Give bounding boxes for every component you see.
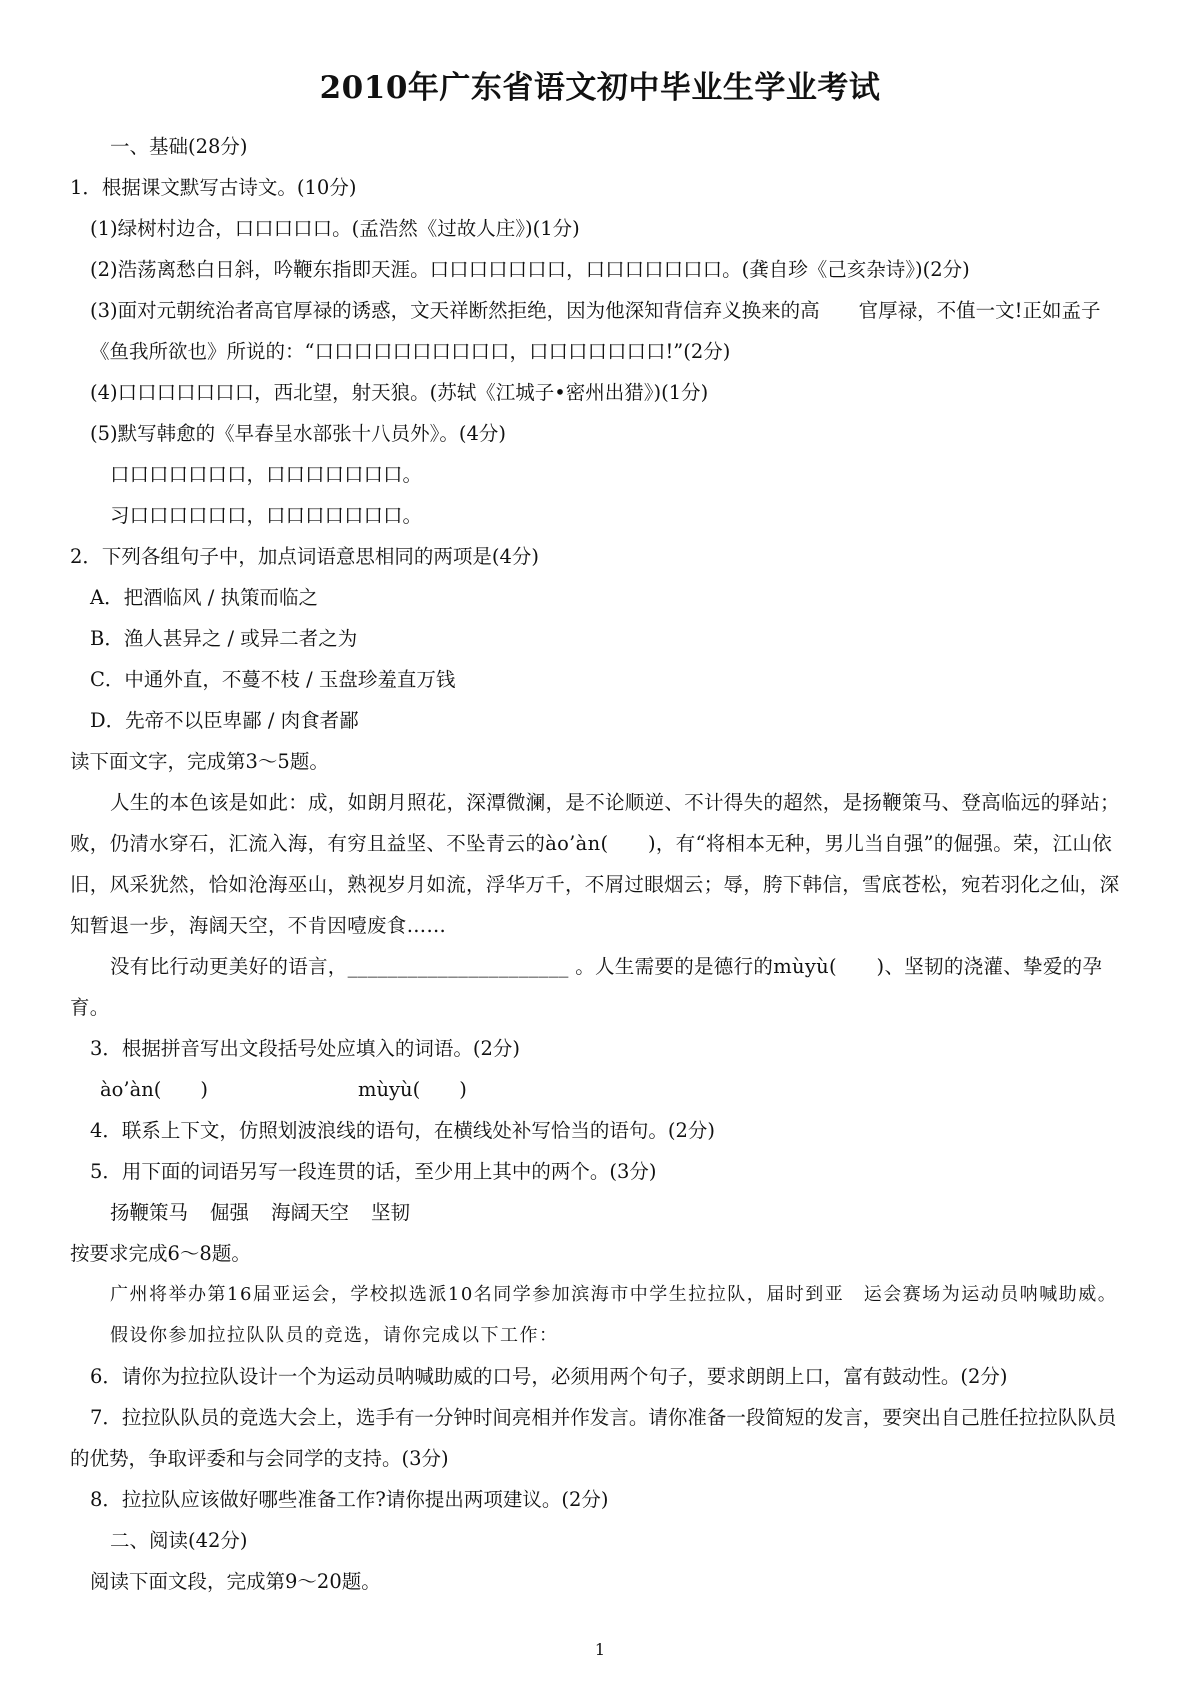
question-5: 5．用下面的词语另写一段连贯的话，至少用上其中的两个。(3分) bbox=[90, 1160, 657, 1183]
section-heading: 一、基础(28分) bbox=[110, 135, 248, 158]
question-8: 8．拉拉队应该做好哪些准备工作?请你提出两项建议。(2分) bbox=[90, 1488, 609, 1511]
word: 坚韧 bbox=[371, 1201, 411, 1224]
poem-line-1: 口口口口口口口，口口口口口口口。 bbox=[110, 463, 423, 486]
word: 倔强 bbox=[210, 1201, 250, 1224]
option-a: A．把酒临风 / 执策而临之 bbox=[90, 586, 319, 609]
word-list bbox=[70, 1192, 1135, 1233]
reading-instruction: 读下面文字，完成第3～5题。 bbox=[70, 750, 329, 773]
word: 海阔天空 bbox=[271, 1201, 350, 1224]
pinyin-row bbox=[70, 1069, 1135, 1110]
reading-instruction: 阅读下面文段，完成第9～20题。 bbox=[90, 1570, 381, 1593]
scenario-text: 广州将举办第16届亚运会，学校拟选派10名同学参加滨海市中学生拉拉队，届时到亚 运会赛场为运动员呐喊助威。假设你参加拉拉队队员的竞选，请你完成以下工作： bbox=[110, 1284, 1118, 1346]
question-1: 1．根据课文默写古诗文。(10分) bbox=[70, 176, 357, 199]
passage-paragraph-2: 没有比行动更美好的语言，______________________ 。人生需要的是德行的mùyù( )、坚韧的浇灌、挚爱的孕育。 bbox=[70, 955, 1103, 1019]
question-1-item-5: (5)默写韩愈的《早春呈水部张十八员外》。(4分) bbox=[90, 422, 506, 445]
pinyin-1: ào’àn( ) bbox=[100, 1078, 208, 1101]
question-1-item-1: (1)绿树村边合，口口口口口。(孟浩然《过故人庄》)(1分) bbox=[90, 217, 580, 240]
poem-line-2: 习口口口口口口，口口口口口口口。 bbox=[110, 504, 423, 527]
question-3: 3．根据拼音写出文段括号处应填入的词语。(2分) bbox=[90, 1037, 521, 1060]
question-6: 6．请你为拉拉队设计一个为运动员呐喊助威的口号，必须用两个句子，要求朗朗上口，富有鼓动性。(2分) bbox=[90, 1365, 1008, 1388]
exam-body bbox=[70, 126, 1135, 1602]
question-2: 2．下列各组句子中，加点词语意思相同的两项是(4分) bbox=[70, 545, 540, 568]
requirement-instruction: 按要求完成6～8题。 bbox=[70, 1242, 251, 1265]
page-title: 2010年广东省语文初中毕业生学业考试 bbox=[319, 70, 881, 106]
section-heading: 二、阅读(42分) bbox=[110, 1529, 248, 1552]
option-d: D．先帝不以臣卑鄙 / 肉食者鄙 bbox=[90, 709, 359, 732]
word: 扬鞭策马 bbox=[110, 1201, 189, 1224]
question-4: 4．联系上下文，仿照划波浪线的语句，在横线处补写恰当的语句。(2分) bbox=[90, 1119, 716, 1142]
question-1-item-3: (3)面对元朝统治者高官厚禄的诱惑，文天祥断然拒绝，因为他深知背信弃义换来的高 官厚禄，不值一文!正如孟子《鱼我所欲也》所说的：“口口口口口口口口口口，口口口口口口口!”(2分) bbox=[90, 299, 1101, 363]
question-7: 7．拉拉队队员的竞选大会上，选手有一分钟时间亮相并作发言。请你准备一段简短的发言，要突出自己胜任拉拉队队员的优势，争取评委和与会同学的支持。(3分) bbox=[70, 1406, 1117, 1470]
pinyin-2: mùyù( ) bbox=[357, 1078, 467, 1101]
question-1-item-2: (2)浩荡离愁白日斜，吟鞭东指即天涯。口口口口口口口，口口口口口口口。(龚自珍《己亥杂诗》)(2分) bbox=[90, 258, 970, 281]
question-1-item-4: (4)口口口口口口口，西北望，射天狼。(苏轼《江城子•密州出猎》)(1分) bbox=[90, 381, 709, 404]
option-b: B．渔人甚异之 / 或异二者之为 bbox=[90, 627, 358, 650]
option-c: C．中通外直，不蔓不枝 / 玉盘珍羞直万钱 bbox=[90, 668, 456, 691]
passage-paragraph-1: 人生的本色该是如此：成，如朗月照花，深潭微澜，是不论顺逆、不计得失的超然，是扬鞭策马、登高临远的驿站；败，仍清水穿石，汇流入海，有穷且益坚、不坠青云的ào’àn( )，有“将相本无种，男儿当自强”的倔强。荣，江山依旧，风采犹然，恰如沧海巫山，熟视岁月如流，浮华万千，不屑过眼烟云；辱，胯下韩信，雪底苍松，宛若羽化之仙，深知暂退一步，海阔天空，不肯因噎废食…… bbox=[70, 791, 1120, 937]
page-number: 1 bbox=[594, 1640, 606, 1659]
